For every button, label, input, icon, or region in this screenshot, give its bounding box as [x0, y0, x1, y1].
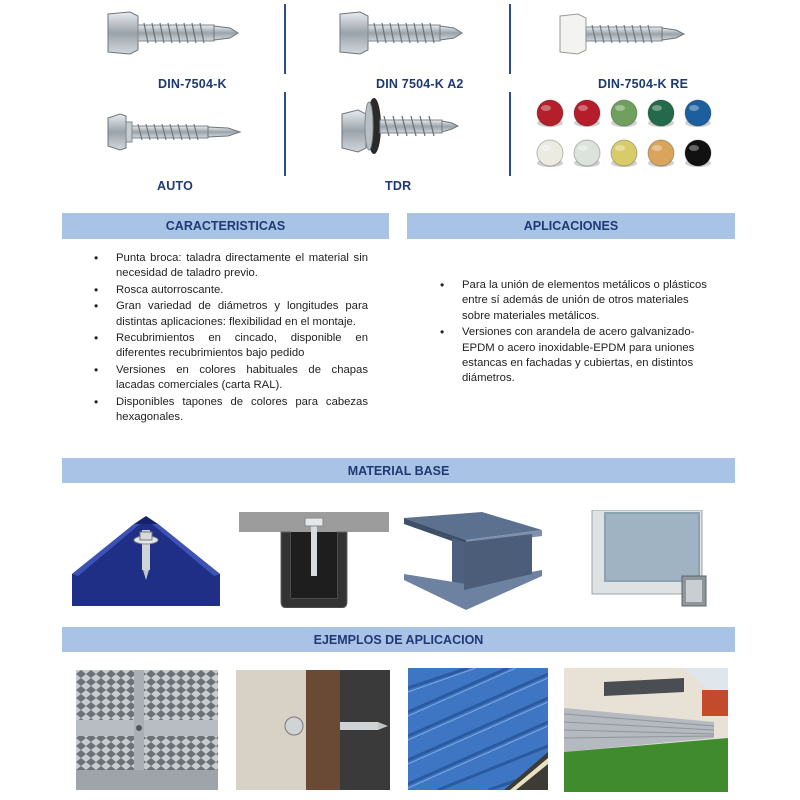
list-item: • Para la unión de elementos metálicos o plásticos entre sí además de unión de otros materiales sobre materiales metálicos.: [462, 278, 714, 324]
colored-cap-icon: [611, 140, 637, 167]
blue-metal-roof-image: [408, 668, 548, 790]
window-frame-profile-image: [584, 510, 708, 608]
caracteristicas-list: [90, 251, 368, 426]
washer-head-screw-icon: [338, 96, 462, 156]
list-item: • Rosca autorroscante.: [116, 283, 368, 298]
colored-cap-icon: [574, 100, 600, 127]
hex-head-self-drilling-screw-icon: [104, 10, 240, 56]
colored-cap-icon: [611, 100, 637, 127]
colored-cap-icon: [648, 140, 674, 167]
list-item: • Versiones con arandela de acero galvanizado-EPDM o acero inoxidable-EPDM para uniones estancas en fachadas y cubiertas, en distintos diámetros.: [462, 325, 714, 387]
product-label: AUTO: [157, 179, 193, 193]
colored-caps-grid: [530, 96, 720, 172]
divider: [284, 92, 286, 176]
screw-in-steel-profile-image: [236, 670, 390, 790]
colored-cap-icon: [537, 140, 563, 167]
perforated-metal-facade-image: [76, 670, 218, 790]
material-base-header: MATERIAL BASE: [62, 458, 735, 483]
list-item: • Recubrimientos en cincado, disponible en diferentes recubrimientos bajo pedido: [116, 331, 368, 362]
hex-head-stainless-screw-icon: [336, 10, 466, 56]
steel-i-beam-image: [404, 512, 542, 610]
ejemplos-header: EJEMPLOS DE APLICACION: [62, 627, 735, 652]
list-item: • Punta broca: taladra directamente el material sin necesidad de taladro previo.: [116, 251, 368, 282]
colored-cap-icon: [685, 140, 711, 167]
building-facade-cladding-image: [564, 668, 728, 792]
aplicaciones-list: [436, 278, 714, 388]
sandwich-panel-screw-image: [72, 514, 220, 606]
aplicaciones-header: APLICACIONES: [407, 213, 735, 239]
list-item: • Gran variedad de diámetros y longitudes para distintas aplicaciones: flexibilidad en el montaje.: [116, 299, 368, 330]
product-label: TDR: [385, 179, 412, 193]
divider: [509, 92, 511, 176]
colored-cap-icon: [648, 100, 674, 127]
flange-head-drill-screw-icon: [104, 112, 244, 152]
colored-cap-icon: [685, 100, 711, 127]
colored-cap-icon: [574, 140, 600, 167]
product-label: DIN-7504-K RE: [598, 77, 689, 91]
divider: [284, 4, 286, 74]
product-label: DIN-7504-K: [158, 77, 227, 91]
product-label: DIN 7504-K A2: [376, 77, 464, 91]
list-item: • Versiones en colores habituales de chapas lacadas comerciales (carta RAL).: [116, 363, 368, 394]
steel-channel-screw-image: [239, 512, 389, 608]
list-item: • Disponibles tapones de colores para cabezas hexagonales.: [116, 395, 368, 426]
caracteristicas-header: CARACTERISTICAS: [62, 213, 389, 239]
hex-head-white-screw-icon: [556, 12, 688, 56]
divider: [509, 4, 511, 74]
colored-cap-icon: [537, 100, 563, 127]
